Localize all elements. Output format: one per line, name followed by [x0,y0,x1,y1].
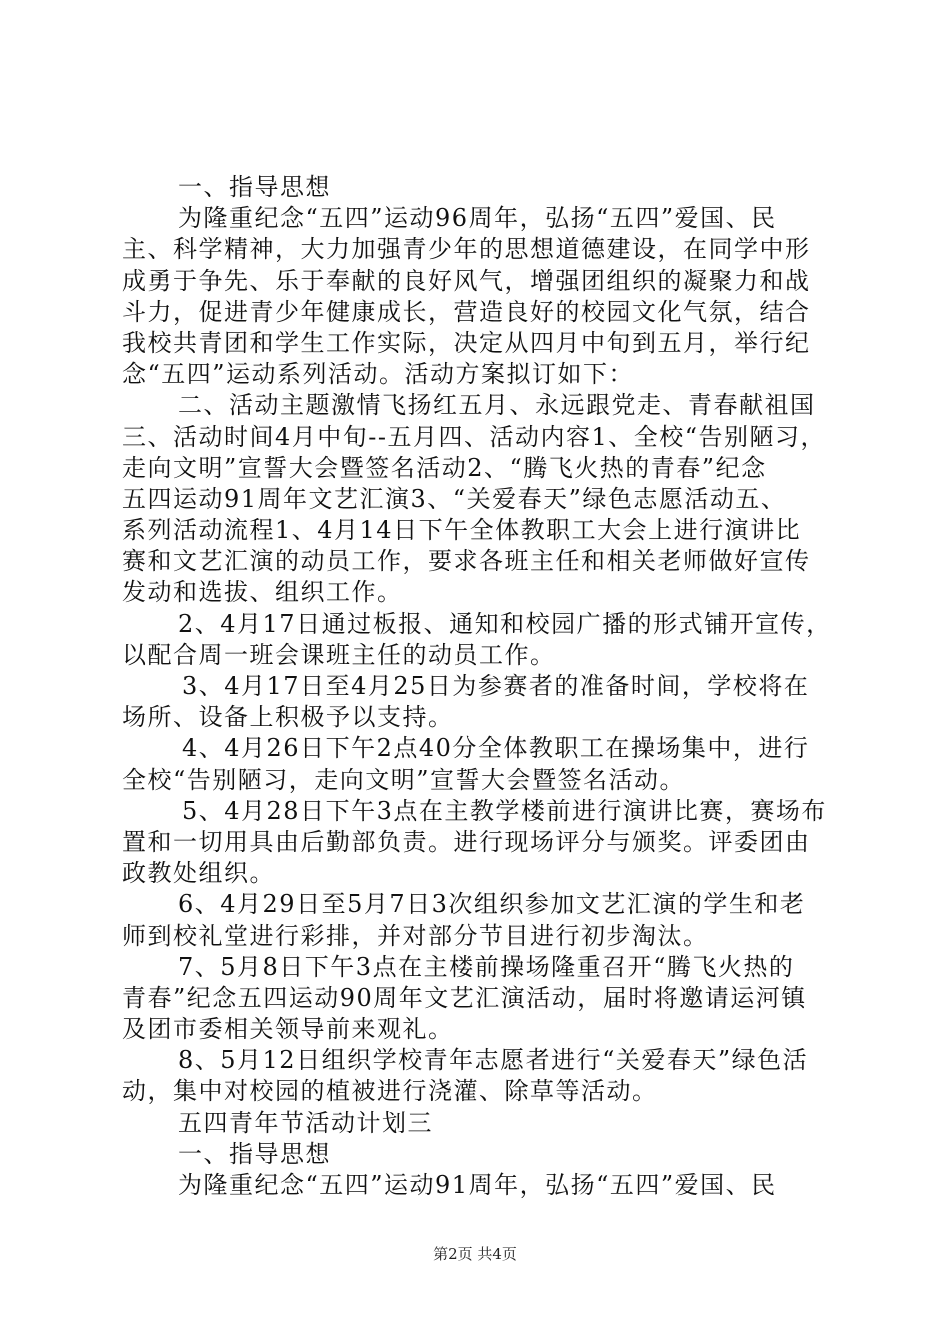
paragraph-line: 走向文明”宣誓大会暨签名活动2、“腾飞火热的青春”纪念 [122,454,767,482]
paragraph-line: 五四运动91周年文艺汇演3、“关爱春天”绿色志愿活动五、 [122,485,787,513]
paragraph-line: 发动和选拔、组织工作。 [122,578,403,606]
section-heading: 一、指导思想 [178,1140,331,1168]
paragraph-line: 二、活动主题激情飞扬红五月、永远跟党走、青春献祖国 [178,391,816,419]
paragraph-line: 2、4月17日通过板报、通知和校园广播的形式铺开宣传， [178,610,832,638]
section-heading: 一、指导思想 [178,173,331,201]
paragraph-line: 置和一切用具由后勤部负责。进行现场评分与颁奖。评委团由 [122,828,811,856]
paragraph-line: 及团市委相关领导前来观礼。 [122,1015,454,1043]
document-subtitle: 五四青年节活动计划三 [178,1109,433,1137]
paragraph-line: 赛和文艺汇演的动员工作，要求各班主任和相关老师做好宣传 [122,547,811,575]
paragraph-line: 场所、设备上积极予以支持。 [122,703,454,731]
paragraph-line: 动，集中对校园的植被进行浇灌、除草等活动。 [122,1077,658,1105]
paragraph-line: 政教处组织。 [122,859,275,887]
paragraph-line: 系列活动流程1、4月14日下午全体教职工大会上进行演讲比 [122,516,802,544]
paragraph-line: 为隆重纪念“五四”运动96周年，弘扬“五四”爱国、民 [178,204,777,232]
paragraph-line: 为隆重纪念“五四”运动91周年，弘扬“五四”爱国、民 [178,1171,777,1199]
paragraph-line: 6、4月29日至5月7日3次组织参加文艺汇演的学生和老 [178,890,806,918]
paragraph-line: 4、4月26日下午2点40分全体教职工在操场集中，进行 [182,734,810,762]
paragraph-line: 斗力，促进青少年健康成长，营造良好的校园文化气氛，结合 [122,298,811,326]
paragraph-line: 全校“告别陋习，走向文明”宣誓大会暨签名活动。 [122,766,686,794]
paragraph-line: 5、4月28日下午3点在主教学楼前进行演讲比赛，赛场布 [182,797,827,825]
paragraph-line: 念“五四”运动系列活动。活动方案拟订如下： [122,360,635,388]
paragraph-line: 我校共青团和学生工作实际，决定从四月中旬到五月，举行纪 [122,329,811,357]
paragraph-line: 8、5月12日组织学校青年志愿者进行“关爱春天”绿色活 [178,1046,809,1074]
paragraph-line: 7、5月8日下午3点在主楼前操场隆重召开“腾飞火热的 [178,953,795,981]
paragraph-line: 主、科学精神，大力加强青少年的思想道德建设，在同学中形 [122,235,811,263]
page-footer: 第2页 共4页 [433,1245,517,1263]
paragraph-line: 师到校礼堂进行彩排，并对部分节目进行初步淘汰。 [122,922,709,950]
paragraph-line: 以配合周一班会课班主任的动员工作。 [122,641,556,669]
paragraph-line: 成勇于争先、乐于奉献的良好风气，增强团组织的凝聚力和战 [122,267,811,295]
paragraph-line: 三、活动时间4月中旬--五月四、活动内容1、全校“告别陋习， [122,423,827,451]
paragraph-line: 3、4月17日至4月25日为参赛者的准备时间，学校将在 [182,672,810,700]
paragraph-line: 青春”纪念五四运动90周年文艺汇演活动，届时将邀请运河镇 [122,984,807,1012]
